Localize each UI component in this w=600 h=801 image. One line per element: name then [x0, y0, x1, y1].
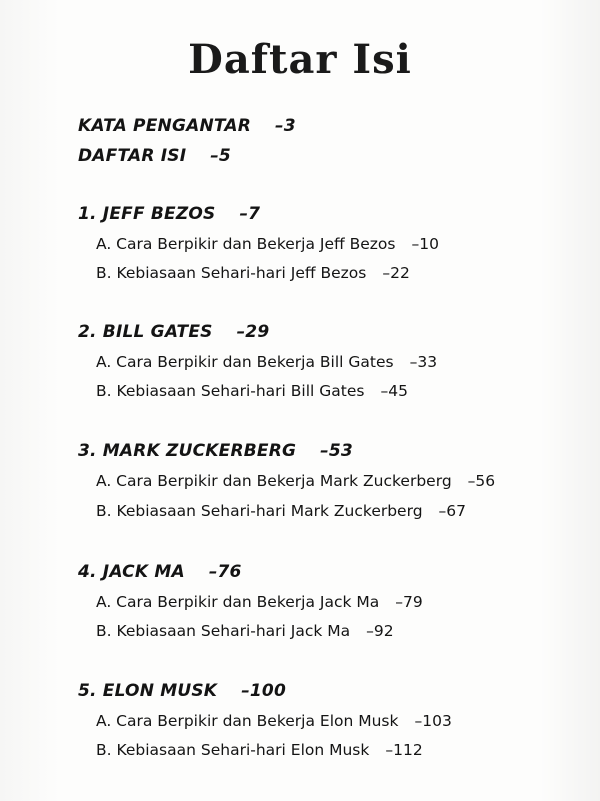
toc-subentry-label: A. Cara Berpikir dan Bekerja Mark Zuckerberg — [96, 472, 452, 490]
toc-subentry-page: –103 — [414, 712, 452, 730]
toc-subentry-page: –45 — [380, 382, 408, 400]
toc-subentry — [96, 593, 423, 611]
toc-subentry — [96, 353, 437, 371]
toc-subentry-page: –56 — [467, 472, 496, 490]
toc-subentry-label: A. Cara Berpikir dan Bekerja Jeff Bezos — [96, 235, 396, 253]
toc-entry-kata-pengantar — [78, 116, 296, 136]
toc-subentry-label: B. Kebiasaan Sehari-hari Elon Musk — [96, 741, 370, 759]
toc-subentry-label: B. Kebiasaan Sehari-hari Jack Ma — [96, 622, 351, 640]
toc-subentry-page: –33 — [409, 353, 438, 371]
toc-chapter-label: 4. JACK MA — [78, 562, 185, 582]
toc-chapter-jack-ma — [78, 562, 242, 582]
toc-subentry — [96, 741, 423, 759]
toc-chapter-page: –29 — [236, 322, 270, 342]
toc-chapter-jeff-bezos — [78, 204, 260, 224]
toc-subentry-page: –112 — [385, 741, 423, 759]
toc-chapter-label: 3. MARK ZUCKERBERG — [78, 441, 297, 461]
toc-subentry-page: –79 — [395, 593, 423, 611]
toc-chapter-label: 5. ELON MUSK — [78, 681, 218, 701]
toc-subentry — [96, 264, 410, 282]
toc-subentry — [96, 502, 466, 520]
toc-chapter-page: –76 — [208, 562, 242, 582]
toc-entry-label: DAFTAR ISI — [78, 146, 187, 166]
toc-subentry — [96, 622, 394, 640]
toc-entry-daftar-isi — [78, 146, 231, 166]
toc-subentry-label: B. Kebiasaan Sehari-hari Mark Zuckerberg — [96, 502, 423, 520]
toc-subentry — [96, 472, 495, 490]
toc-subentry — [96, 382, 408, 400]
toc-chapter-label: 1. JEFF BEZOS — [78, 204, 216, 224]
toc-subentry-label: A. Cara Berpikir dan Bekerja Bill Gates — [96, 353, 394, 371]
toc-entry-page: –3 — [275, 116, 296, 136]
toc-subentry — [96, 235, 439, 253]
toc-subentry-page: –67 — [438, 502, 467, 520]
toc-subentry-label: A. Cara Berpikir dan Bekerja Jack Ma — [96, 593, 380, 611]
toc-subentry-label: B. Kebiasaan Sehari-hari Jeff Bezos — [96, 264, 367, 282]
toc-entry-page: –5 — [210, 146, 231, 166]
toc-chapter-mark-zuckerberg — [78, 441, 353, 461]
toc-chapter-page: –7 — [239, 204, 261, 224]
toc-subentry-page: –22 — [382, 264, 410, 282]
toc-subentry — [96, 712, 452, 730]
toc-chapter-page: –53 — [320, 441, 353, 461]
toc-entry-label: KATA PENGANTAR — [78, 116, 252, 136]
toc-subentry-label: A. Cara Berpikir dan Bekerja Elon Musk — [96, 712, 399, 730]
toc-chapter-label: 2. BILL GATES — [78, 322, 213, 342]
page-title: Daftar Isi — [188, 36, 412, 83]
toc-subentry-page: –10 — [411, 235, 439, 253]
toc-chapter-elon-musk — [78, 681, 286, 701]
toc-subentry-page: –92 — [366, 622, 394, 640]
toc-chapter-page: –100 — [241, 681, 286, 701]
toc-subentry-label: B. Kebiasaan Sehari-hari Bill Gates — [96, 382, 365, 400]
toc-chapter-bill-gates — [78, 322, 269, 342]
